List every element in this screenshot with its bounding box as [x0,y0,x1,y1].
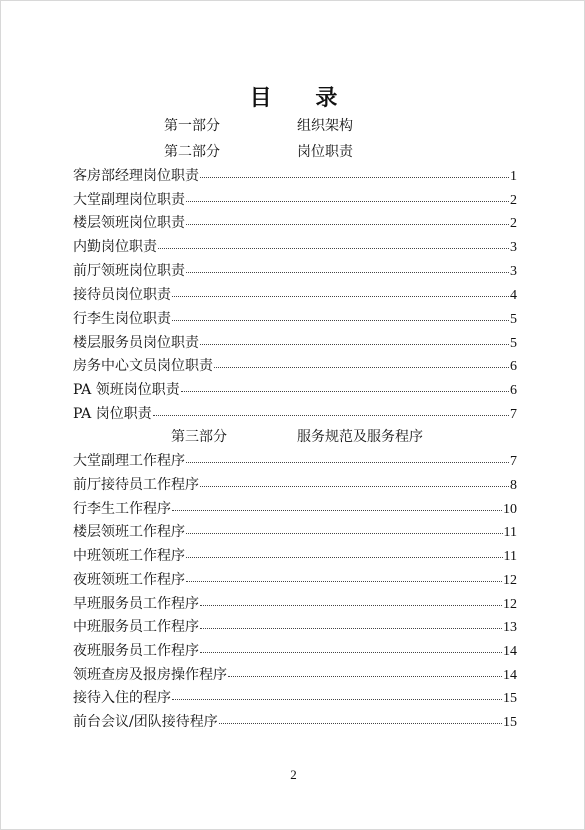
part-heading-2 [164,141,364,161]
toc-entry-label: 夜班领班工作程序 [73,572,185,588]
toc-entry-label: 大堂副理岗位职责 [73,192,185,208]
toc-entry-label: 前厅接待员工作程序 [73,477,199,493]
part-title: 服务规范及服务程序 [297,429,423,445]
toc-entry-page: 13 [503,620,517,635]
toc-entry-page: 6 [510,383,517,398]
toc-entry[interactable] [73,711,517,731]
dot-leader [158,234,509,249]
toc-entry-page: 5 [510,312,517,327]
toc-entry[interactable] [73,379,517,399]
toc-entry-label: 内勤岗位职责 [73,239,157,255]
toc-entry-label: 房务中心文员岗位职责 [73,358,213,374]
dot-leader [172,496,502,511]
toc-entry-page: 5 [510,336,517,351]
toc-entry[interactable] [73,165,517,185]
dot-leader [186,519,503,534]
toc-entry[interactable] [73,569,517,589]
dot-leader [228,662,502,677]
toc-entry[interactable] [73,450,517,470]
toc-entry-page: 2 [510,193,517,208]
toc-entry-page: 12 [503,597,517,612]
toc-entry[interactable] [73,284,517,304]
toc-entry-label: 接待员岗位职责 [73,287,171,303]
toc-entry-page: 14 [503,668,517,683]
toc-entry[interactable] [73,640,517,660]
toc-entry-label: 行李生岗位职责 [73,311,171,327]
dot-leader [186,543,503,558]
part-heading-1 [164,115,364,135]
dot-leader [186,448,509,463]
toc-entry[interactable] [73,403,517,423]
part-name: 第二部分 [164,144,220,160]
toc-entry-page: 2 [510,216,517,231]
toc-entry[interactable] [73,521,517,541]
toc-entry[interactable] [73,474,517,494]
toc-entry-page: 12 [503,573,517,588]
toc-entry-page: 4 [510,288,517,303]
dot-leader [219,709,502,724]
page-title: 目 录 [249,85,356,111]
toc-entry[interactable] [73,593,517,613]
toc-entry-page: 8 [510,478,517,493]
dot-leader [186,187,509,202]
toc-entry-label: 接待入住的程序 [73,690,171,706]
part-heading-3 [171,426,441,446]
toc-entry-label: 前台会议/团队接待程序 [73,714,218,730]
part-name: 第一部分 [164,118,220,134]
dot-leader [200,638,502,653]
toc-entry-label: 中班领班工作程序 [73,548,185,564]
toc-entry-label: 客房部经理岗位职责 [73,168,199,184]
toc-entry[interactable] [73,664,517,684]
toc-entry-page: 15 [503,715,517,730]
dot-leader [200,614,502,629]
toc-entry[interactable] [73,498,517,518]
toc-entry-label: PA 岗位职责 [73,406,152,422]
dot-leader [200,330,509,345]
dot-leader [200,163,509,178]
toc-entry-label: 中班服务员工作程序 [73,619,199,635]
dot-leader [172,306,509,321]
toc-entry[interactable] [73,616,517,636]
dot-leader [172,282,509,297]
toc-entry[interactable] [73,236,517,256]
toc-entry[interactable] [73,189,517,209]
toc-entry-label: PA 领班岗位职责 [73,382,180,398]
dot-leader [200,591,502,606]
toc-entry-label: 夜班服务员工作程序 [73,643,199,659]
toc-entry-page: 7 [510,454,517,469]
toc-entry-page: 11 [503,549,517,564]
dot-leader [200,472,509,487]
toc-entry-label: 楼层服务员岗位职责 [73,335,199,351]
toc-entry[interactable] [73,212,517,232]
toc-entry-label: 楼层领班岗位职责 [73,215,185,231]
toc-entry-page: 6 [510,359,517,374]
toc-entry-label: 领班查房及报房操作程序 [73,667,227,683]
toc-entry-page: 14 [503,644,517,659]
part-title: 岗位职责 [297,144,353,160]
toc-entry-label: 早班服务员工作程序 [73,596,199,612]
toc-entry-page: 10 [503,502,517,517]
toc-entry[interactable] [73,545,517,565]
dot-leader [214,353,509,368]
toc-entry-page: 15 [503,691,517,706]
toc-entry-page: 1 [510,169,517,184]
part-title: 组织架构 [297,118,353,134]
toc-entry-page: 7 [510,407,517,422]
toc-entry-page: 3 [510,264,517,279]
dot-leader [153,401,509,416]
dot-leader [186,567,502,582]
dot-leader [172,685,502,700]
toc-entry-label: 楼层领班工作程序 [73,524,185,540]
toc-entry-page: 11 [503,525,517,540]
toc-entry-page: 3 [510,240,517,255]
toc-entry[interactable] [73,687,517,707]
dot-leader [186,258,509,273]
page-number: 2 [290,767,297,782]
toc-entry-label: 大堂副理工作程序 [73,453,185,469]
toc-entry[interactable] [73,355,517,375]
part-name: 第三部分 [171,429,227,445]
toc-entry[interactable] [73,308,517,328]
toc-entry[interactable] [73,332,517,352]
toc-entry-label: 前厅领班岗位职责 [73,263,185,279]
dot-leader [181,377,509,392]
dot-leader [186,210,509,225]
toc-entry-label: 行李生工作程序 [73,501,171,517]
toc-entry[interactable] [73,260,517,280]
